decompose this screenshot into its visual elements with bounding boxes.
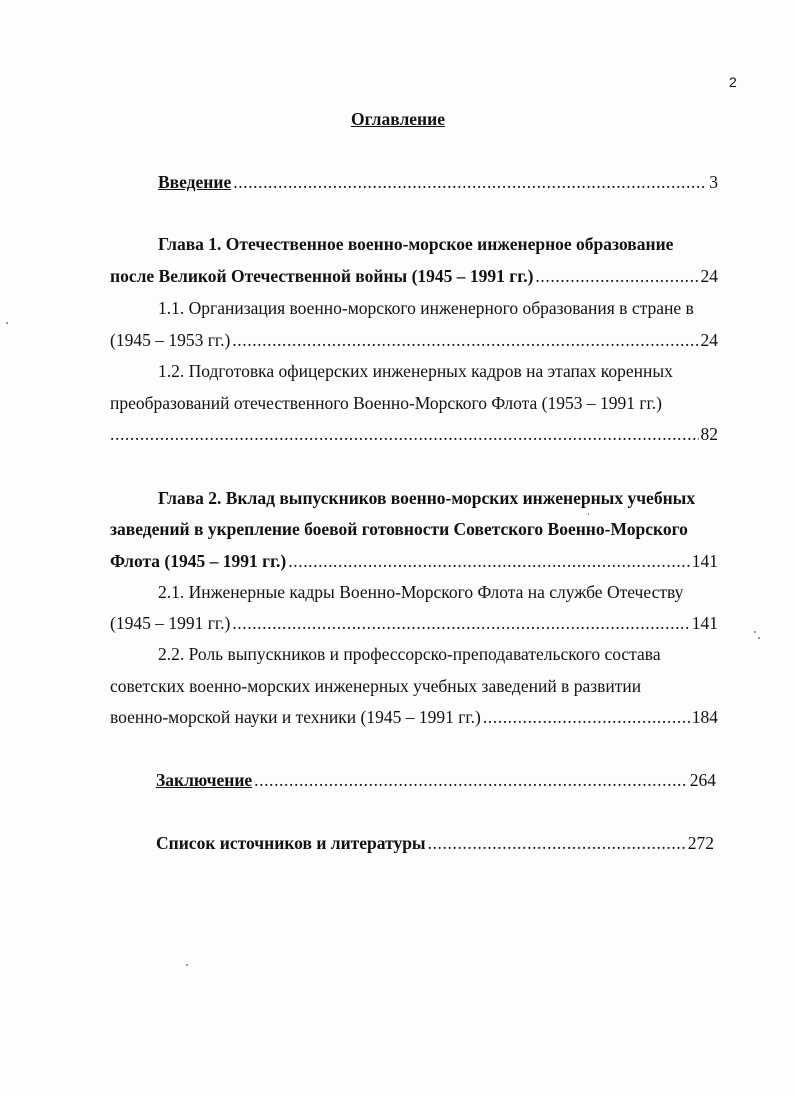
toc-entry-label: после Великой Отечественной войны (1945 – 1991 гг.) (110, 266, 534, 286)
dot-leader (254, 769, 688, 791)
toc-entry-label: Введение (158, 172, 232, 192)
toc-chapter1-line1[interactable]: Глава 1. Отечественное военно-морское инженерное образование (158, 234, 674, 254)
toc-entry-chapter1[interactable] (110, 265, 718, 287)
toc-entry-chapter2[interactable] (110, 550, 718, 572)
scan-speck (588, 513, 589, 515)
scan-speck (6, 322, 8, 324)
toc-title: Оглавление (351, 109, 445, 129)
toc-section-1-1-line1[interactable]: 1.1. Организация военно-морского инженерного образования в стране в (158, 298, 694, 318)
dot-leader (288, 550, 689, 572)
toc-entry-page: 184 (691, 707, 718, 727)
toc-entry-introduction[interactable] (110, 171, 718, 193)
page-number: 2 (729, 74, 737, 90)
toc-section-1-2-line2[interactable]: преобразований отечественного Военно-Морского Флота (1953 – 1991 гг.) (110, 393, 662, 413)
toc-entry-section-1-2[interactable] (110, 423, 718, 445)
dot-leader (535, 265, 698, 287)
toc-chapter2-line2[interactable]: заведений в укрепление боевой готовности Советского Военно-Морского (110, 519, 688, 539)
scan-speck (758, 637, 760, 639)
scan-speck (186, 964, 188, 966)
toc-entry-section-2-2[interactable] (110, 706, 718, 728)
toc-entry-page: 24 (700, 330, 718, 350)
toc-entry-sources[interactable] (156, 832, 714, 854)
toc-entry-page: 3 (709, 172, 718, 192)
dot-leader (428, 832, 686, 854)
toc-section-2-1-line1[interactable]: 2.1. Инженерные кадры Военно-Морского Флота на службе Отечеству (158, 582, 684, 602)
toc-entry-page: 24 (700, 266, 718, 286)
dot-leader (232, 329, 698, 351)
toc-entry-label: (1945 – 1953 гг.) (110, 330, 231, 350)
toc-entry-label: военно-морской науки и техники (1945 – 1991 гг.) (110, 707, 481, 727)
scan-speck (754, 631, 756, 633)
toc-entry-label: Список источников и литературы (156, 833, 426, 853)
toc-entry-conclusion[interactable] (156, 769, 716, 791)
toc-entry-page: 272 (687, 833, 714, 853)
toc-entry-section-1-1[interactable] (110, 329, 718, 351)
toc-entry-label: Флота (1945 – 1991 гг.) (110, 551, 287, 571)
toc-entry-page: 141 (691, 551, 718, 571)
toc-entry-section-2-1[interactable] (110, 612, 718, 634)
toc-section-2-2-line2[interactable]: советских военно-морских инженерных учебных заведений в развитии (110, 676, 642, 696)
toc-section-1-2-line1[interactable]: 1.2. Подготовка офицерских инженерных кадров на этапах коренных (158, 361, 673, 381)
toc-entry-page: 82 (700, 424, 718, 444)
toc-section-2-2-line1[interactable]: 2.2. Роль выпускников и профессорско-преподавательского состава (158, 644, 661, 664)
toc-entry-page: 264 (689, 770, 716, 790)
toc-entry-page: 141 (691, 613, 718, 633)
dot-leader (232, 612, 689, 634)
dot-leader (110, 423, 699, 445)
toc-entry-label: Заключение (156, 770, 253, 790)
toc-entry-label: (1945 – 1991 гг.) (110, 613, 231, 633)
dot-leader (483, 706, 690, 728)
dot-leader (233, 171, 707, 193)
toc-chapter2-line1[interactable]: Глава 2. Вклад выпускников военно-морских инженерных учебных (158, 488, 696, 508)
